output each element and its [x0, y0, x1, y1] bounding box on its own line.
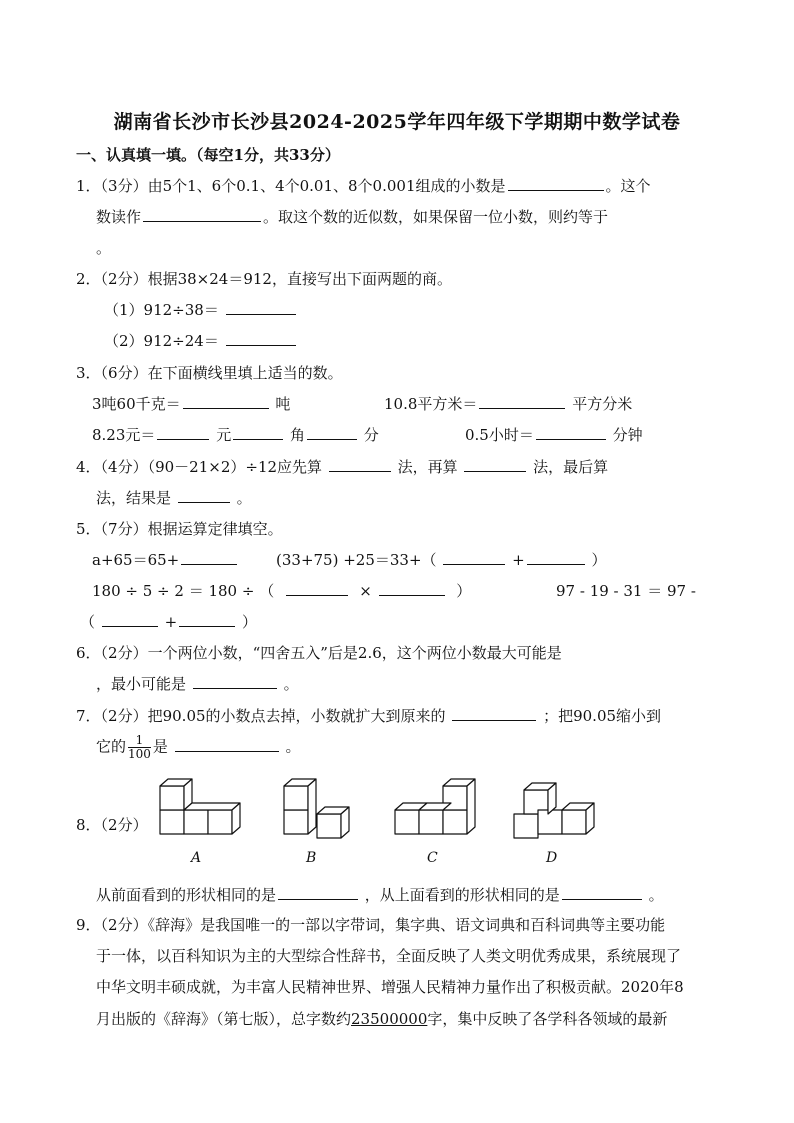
q3-blank-6[interactable] [536, 425, 606, 440]
q3-r1b-unit: 平方分米 [572, 395, 633, 413]
q5-r2a-end: ） [456, 582, 472, 600]
q3-r1b-text: 10.8平方米＝ [384, 395, 478, 413]
q4-text-b: 法，结果是 [96, 489, 172, 507]
figure-label-c: C [427, 850, 438, 866]
q7-text-b: 它的 [96, 737, 127, 756]
question-2-part-2 [104, 330, 298, 351]
q3-blank-2[interactable] [479, 394, 565, 409]
figure-b [284, 779, 349, 838]
q1-text-b: 数读作 [96, 208, 142, 226]
q2-blank-2[interactable] [226, 331, 296, 346]
q5-blank-1[interactable] [181, 550, 237, 565]
q6-text-b-end: 。 [283, 675, 299, 693]
q1-blank-1[interactable] [508, 176, 604, 191]
question-1-line-3 [96, 237, 111, 258]
cube-figures [157, 778, 597, 848]
question-4-line-2 [96, 487, 252, 508]
q7-text-b-end: 。 [285, 737, 301, 756]
q7-blank-2[interactable] [175, 737, 279, 752]
question-3-row-1b [384, 393, 632, 414]
q3-r2b-unit: 分钟 [612, 426, 643, 444]
question-3-line-1: 3．（6分）在下面横线里填上适当的数。 [76, 364, 343, 382]
figure-d [514, 783, 594, 838]
q5-r2a-text: 180 ÷ 5 ÷ 2 ＝ 180 ÷ （ [92, 582, 275, 600]
q9-underlined-number: 23500000 [351, 1010, 428, 1028]
q8-blank-1[interactable] [278, 885, 358, 900]
question-9-line-4 [96, 1008, 667, 1029]
q6-blank-1[interactable] [193, 674, 277, 689]
q3-r2a-unit-3: 分 [363, 426, 379, 444]
q8-blank-2[interactable] [562, 885, 642, 900]
q3-r1a-unit: 吨 [275, 395, 291, 413]
question-2-part-1 [104, 299, 298, 320]
q5-r1a-text: a+65＝65+ [92, 551, 180, 569]
q5-r2a-times: × [359, 582, 372, 600]
question-9-line-1: 9．（2分）《辞海》是我国唯一的一部以字带词，集字典、语文词典和百科词典等主要功能 [76, 916, 666, 934]
q3-blank-1[interactable] [183, 394, 269, 409]
question-7-line-1 [76, 705, 661, 726]
q8-text-b-mid: ，从上面看到的形状相同的是 [364, 886, 560, 904]
question-9-line-3: 中华文明丰硕成就，为丰富人民精神世界、增强人民精神力量作出了积极贡献。2020年8 [96, 978, 684, 996]
q5-r2b-text: 97 - 19 - 31 ＝ 97 - [556, 582, 696, 600]
q3-r2b-text: 0.5小时＝ [465, 426, 534, 444]
q7-text-b-mid: 是 [152, 737, 168, 756]
question-8-line-2 [96, 884, 664, 905]
q5-blank-3[interactable] [527, 550, 585, 565]
question-7-line-2 [96, 734, 301, 761]
question-6-line-1: 6．（2分）一个两位小数，“四舍五入”后是2.6，这个两位小数最大可能是 [76, 644, 562, 662]
q5-r1b-plus: + [512, 551, 525, 569]
q3-r2a-unit-2: 角 [289, 426, 305, 444]
q5-blank-5[interactable] [379, 581, 445, 596]
figure-c [395, 779, 475, 834]
q3-blank-5[interactable] [307, 425, 357, 440]
q3-r1a-text: 3吨60千克＝ [92, 395, 181, 413]
q4-text-end: 法，最后算 [533, 458, 609, 476]
q9-text-b: 字，集中反映了各学科各领域的最新 [427, 1010, 668, 1028]
q4-text-b-end: 。 [236, 489, 252, 507]
q4-text: 4．（4分）（90－21×2）÷12应先算 [76, 458, 323, 476]
q1-text: 1．（3分）由5个1、6个0.1、4个0.01、8个0.001组成的小数是 [76, 177, 506, 195]
question-3-row-1a [92, 393, 290, 414]
q7-text-end: ；把90.05缩小到 [543, 707, 662, 725]
q5-r3-end: ） [241, 613, 257, 631]
q5-r3-plus: + [164, 613, 178, 631]
q4-blank-1[interactable] [329, 457, 391, 472]
q5-blank-7[interactable] [179, 612, 235, 627]
q8-text-b: 从前面看到的形状相同的是 [96, 886, 277, 904]
page-title: 湖南省长沙市长沙县2024-2025学年四年级下学期期中数学试卷 [113, 111, 681, 133]
question-8-label: 8．（2分） [76, 816, 148, 834]
q5-blank-4[interactable] [286, 581, 348, 596]
q4-blank-3[interactable] [178, 488, 230, 503]
q1-text-c: 。 [96, 239, 112, 257]
q1-blank-2[interactable] [143, 207, 261, 222]
question-5-row-2b [556, 580, 696, 601]
q3-blank-3[interactable] [157, 425, 209, 440]
q7-blank-1[interactable] [452, 706, 536, 721]
q5-blank-6[interactable] [102, 612, 158, 627]
question-4-line-1 [76, 456, 608, 477]
figure-a [160, 779, 240, 834]
question-9-line-2: 于一体，以百科知识为主的大型综合性辞书，全面反映了人类文明优秀成果，系统展现了 [96, 947, 682, 965]
question-3-row-2b [465, 424, 643, 445]
question-5-row-1b [276, 549, 606, 570]
q2-part-2-text: （2）912÷24＝ [104, 332, 219, 350]
q3-r2a-unit-1: 元 [216, 426, 232, 444]
q1-text-end: 。这个 [605, 177, 651, 195]
question-5-row-3 [80, 611, 257, 632]
q4-text-mid: 法，再算 [397, 458, 458, 476]
figure-label-a: A [191, 850, 202, 866]
q3-blank-4[interactable] [233, 425, 283, 440]
q1-text-b-end: 。取这个数的近似数，如果保留一位小数，则约等于 [263, 208, 609, 226]
q5-blank-2[interactable] [443, 550, 505, 565]
q5-r3-open: （ [80, 613, 96, 631]
fraction-denominator: 100 [128, 747, 151, 761]
question-1-line-1 [76, 175, 651, 196]
q7-text: 7．（2分）把90.05的小数点去掉，小数就扩大到原来的 [76, 707, 446, 725]
question-3-row-2a [92, 424, 379, 445]
q4-blank-2[interactable] [464, 457, 526, 472]
question-1-line-2 [96, 206, 608, 227]
q2-blank-1[interactable] [226, 300, 296, 315]
q9-text-a: 月出版的《辞海》（第七版），总字数约 [96, 1010, 352, 1028]
question-6-line-2 [96, 673, 299, 694]
question-5-row-2a [92, 580, 471, 601]
q8-text-b-end: 。 [648, 886, 664, 904]
section-heading: 一、认真填一填。（每空1分，共33分） [76, 146, 340, 164]
q5-r1b-text: (33+75) +25＝33+（ [276, 551, 437, 569]
figure-label-d: D [546, 850, 558, 866]
q3-r2a-text: 8.23元＝ [92, 426, 156, 444]
fraction [128, 734, 151, 761]
question-2-line-1: 2．（2分）根据38×24＝912，直接写出下面两题的商。 [76, 270, 452, 288]
q5-r1b-end: ） [591, 551, 607, 569]
fraction-numerator: 1 [128, 734, 151, 748]
question-5-row-1a [92, 549, 239, 570]
question-5-line-1: 5．（7分）根据运算定律填空。 [76, 520, 283, 538]
q2-part-1-text: （1）912÷38＝ [104, 301, 219, 319]
figure-label-b: B [306, 850, 317, 866]
q6-text-b: ，最小可能是 [96, 675, 187, 693]
